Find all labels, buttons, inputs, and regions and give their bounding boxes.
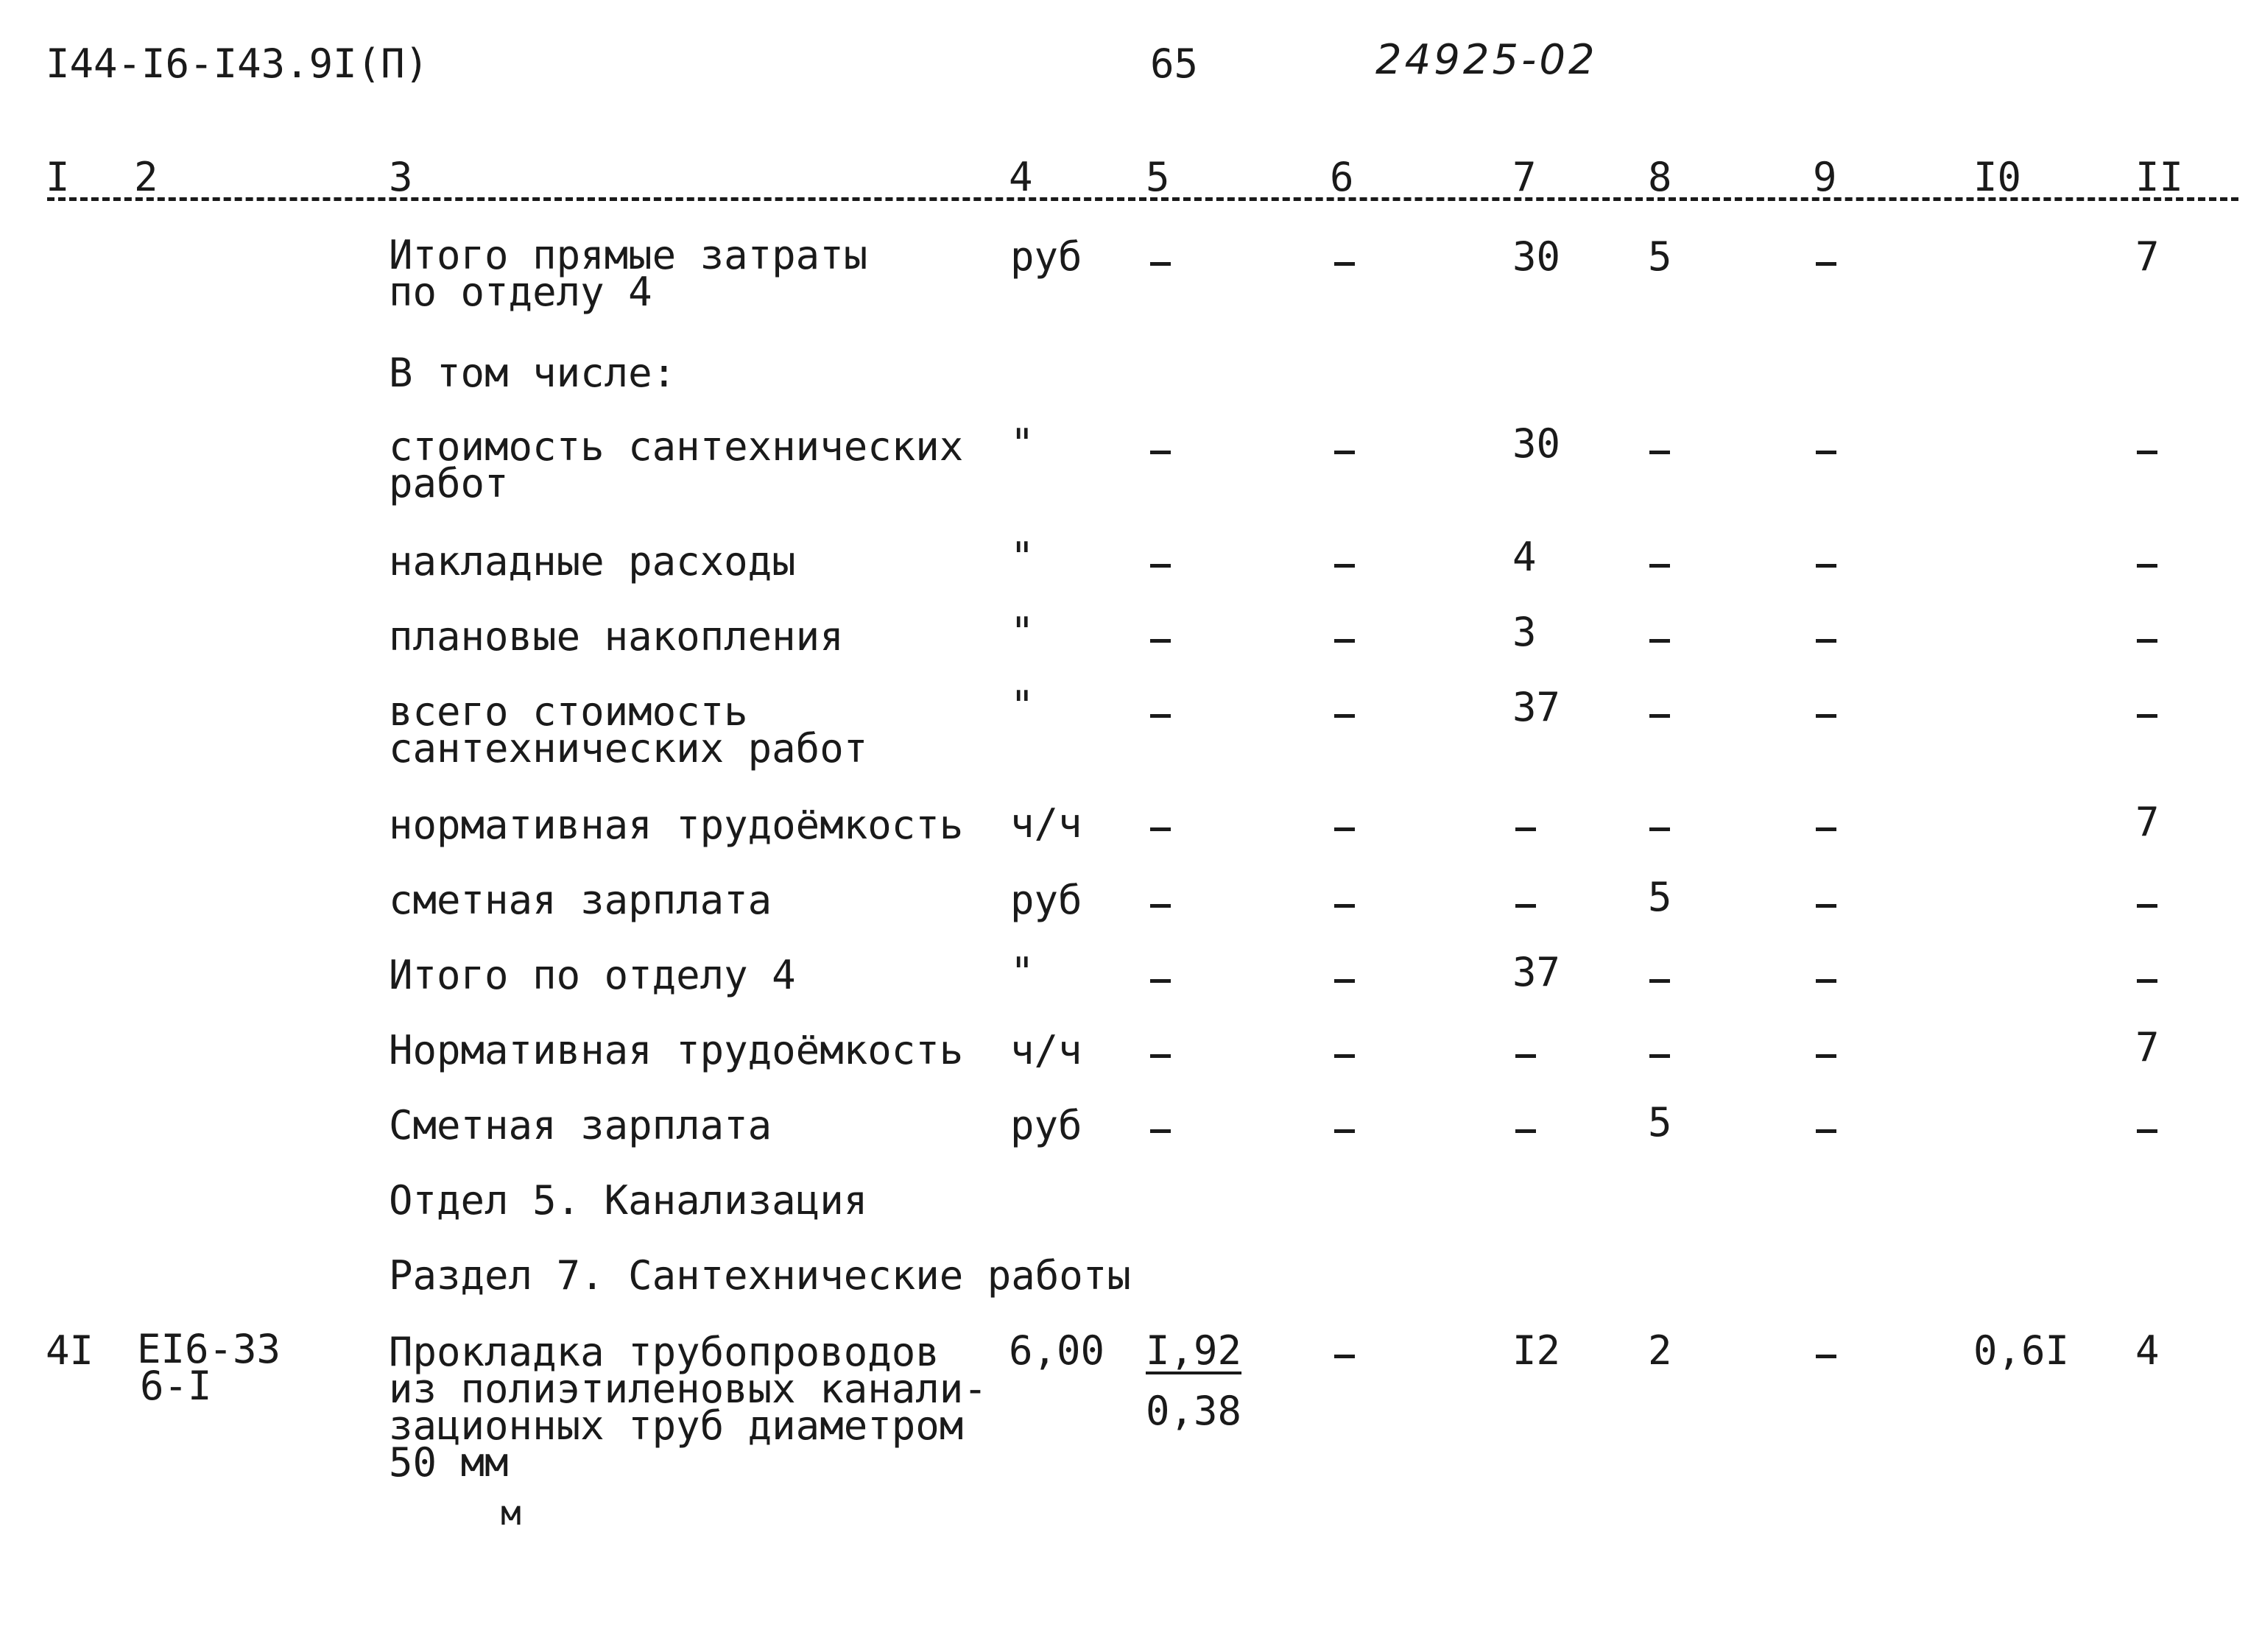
row-c9-dash [1816,564,1836,568]
row-unit: руб [1010,1102,1082,1148]
row-c6-dash [1334,979,1355,983]
subheading-including: В том числе: [389,350,677,396]
row-c6-dash [1334,564,1355,568]
row-unit: " [1010,949,1035,995]
row-c5-dash [1150,904,1171,908]
row-c11-dash [2137,639,2157,643]
row-desc: Нормативная трудоёмкость [389,1027,964,1073]
handwritten-stamp-number: 24925-02 [1375,36,1598,84]
row-c8-dash [1649,451,1670,454]
document-code: I44-I6-I43.9I(П) [46,40,429,87]
row-c6-dash [1334,639,1355,643]
row-unit: " [1010,609,1035,655]
header-dashed-rule [47,197,2238,201]
row-c11-dash [2137,904,2157,908]
item-quantity: 6,00 [1009,1327,1105,1374]
item-c7: I2 [1512,1327,1561,1374]
item-number: 4I [46,1327,94,1374]
row-c5-dash [1150,639,1171,643]
row-c8: 5 [1648,233,1672,280]
row-c9-dash [1816,979,1836,983]
row-c11: 7 [2135,1024,2160,1070]
row-c9-dash [1816,827,1836,831]
row-desc: стоимость сантехнических работ [389,423,964,506]
col-header-6: 6 [1330,154,1354,200]
row-unit: " [1010,682,1035,729]
row-c6-dash [1334,451,1355,454]
row-desc: всего стоимость сантехнических работ [389,688,868,772]
item-code: EI6-33 6-I [137,1326,281,1409]
row-unit: руб [1010,877,1082,923]
row-c9-dash [1816,1054,1836,1058]
row-c7: 30 [1512,233,1561,280]
col-header-5: 5 [1146,154,1170,200]
row-c6-dash [1334,714,1355,718]
row-desc: плановые накопления [389,613,844,660]
row-desc: Итого по отделу 4 [389,952,796,998]
item-c5-top: I,92 [1146,1327,1242,1374]
row-unit: ч/ч [1010,1027,1082,1073]
row-c6-dash [1334,262,1355,266]
row-c8: 5 [1648,1099,1672,1146]
row-c7: 3 [1512,609,1537,655]
row-c6-dash [1334,1054,1355,1058]
row-c8: 5 [1648,874,1672,920]
item-c10: 0,6I [1973,1327,2070,1374]
row-c7-dash [1515,1129,1536,1133]
row-c6-dash [1334,904,1355,908]
row-desc: накладные расходы [389,538,796,585]
row-c5-dash [1150,1054,1171,1058]
row-unit: " [1010,534,1035,580]
row-c8-dash [1649,827,1670,831]
row-c11-dash [2137,451,2157,454]
row-c9-dash [1816,904,1836,908]
section-heading-part-7: Раздел 7. Сантехнические работы [389,1252,1131,1299]
item-measure-unit: м [501,1493,521,1533]
row-c7-dash [1515,904,1536,908]
row-c8-dash [1649,714,1670,718]
row-desc: Итого прямые затраты по отделу 4 [389,232,868,315]
item-desc: Прокладка трубопроводов из полиэтиленовых канали- зационных труб диаметром 50 мм [389,1329,987,1486]
row-c7: 37 [1512,949,1561,995]
row-c9-dash [1816,639,1836,643]
col-header-9: 9 [1813,154,1837,200]
row-unit: руб [1010,233,1082,280]
section-heading-department-5: Отдел 5. Канализация [389,1177,868,1224]
page-number: 65 [1150,40,1199,87]
row-c11-dash [2137,979,2157,983]
row-c5-dash [1150,979,1171,983]
row-c9-dash [1816,262,1836,266]
item-c9-dash [1816,1355,1836,1358]
row-c9-dash [1816,451,1836,454]
col-header-7: 7 [1512,154,1537,200]
row-c8-dash [1649,1054,1670,1058]
col-header-4: 4 [1009,154,1033,200]
col-header-1: I [46,154,70,200]
row-c5-dash [1150,451,1171,454]
row-c5-dash [1150,1129,1171,1133]
col-header-3: 3 [389,154,413,200]
row-c5-dash [1150,262,1171,266]
row-c7: 30 [1512,420,1561,467]
col-header-8: 8 [1648,154,1672,200]
row-c5-dash [1150,564,1171,568]
row-desc: Сметная зарплата [389,1102,772,1148]
row-c5-dash [1150,714,1171,718]
col-header-2: 2 [134,154,158,200]
row-c8-dash [1649,564,1670,568]
row-unit: ч/ч [1010,800,1082,847]
item-c11: 4 [2135,1327,2160,1374]
row-c8-dash [1649,639,1670,643]
item-c8: 2 [1648,1327,1672,1374]
row-c9-dash [1816,1129,1836,1133]
row-c7-dash [1515,1054,1536,1058]
col-header-10: I0 [1973,154,2022,200]
row-c5-dash [1150,827,1171,831]
row-c11-dash [2137,1129,2157,1133]
row-unit: " [1010,420,1035,467]
row-c7-dash [1515,827,1536,831]
row-c11: 7 [2135,233,2160,280]
row-c7: 4 [1512,534,1537,580]
row-c6-dash [1334,1129,1355,1133]
col-header-11: II [2135,154,2184,200]
row-c11-dash [2137,564,2157,568]
item-c5-bottom: 0,38 [1146,1388,1242,1434]
row-c6-dash [1334,827,1355,831]
row-c11: 7 [2135,799,2160,845]
row-desc: нормативная трудоёмкость [389,802,964,848]
row-desc: сметная зарплата [389,877,772,923]
row-c8-dash [1649,979,1670,983]
row-c11-dash [2137,714,2157,718]
row-c7: 37 [1512,684,1561,730]
row-c9-dash [1816,714,1836,718]
item-c6-dash [1334,1355,1355,1358]
